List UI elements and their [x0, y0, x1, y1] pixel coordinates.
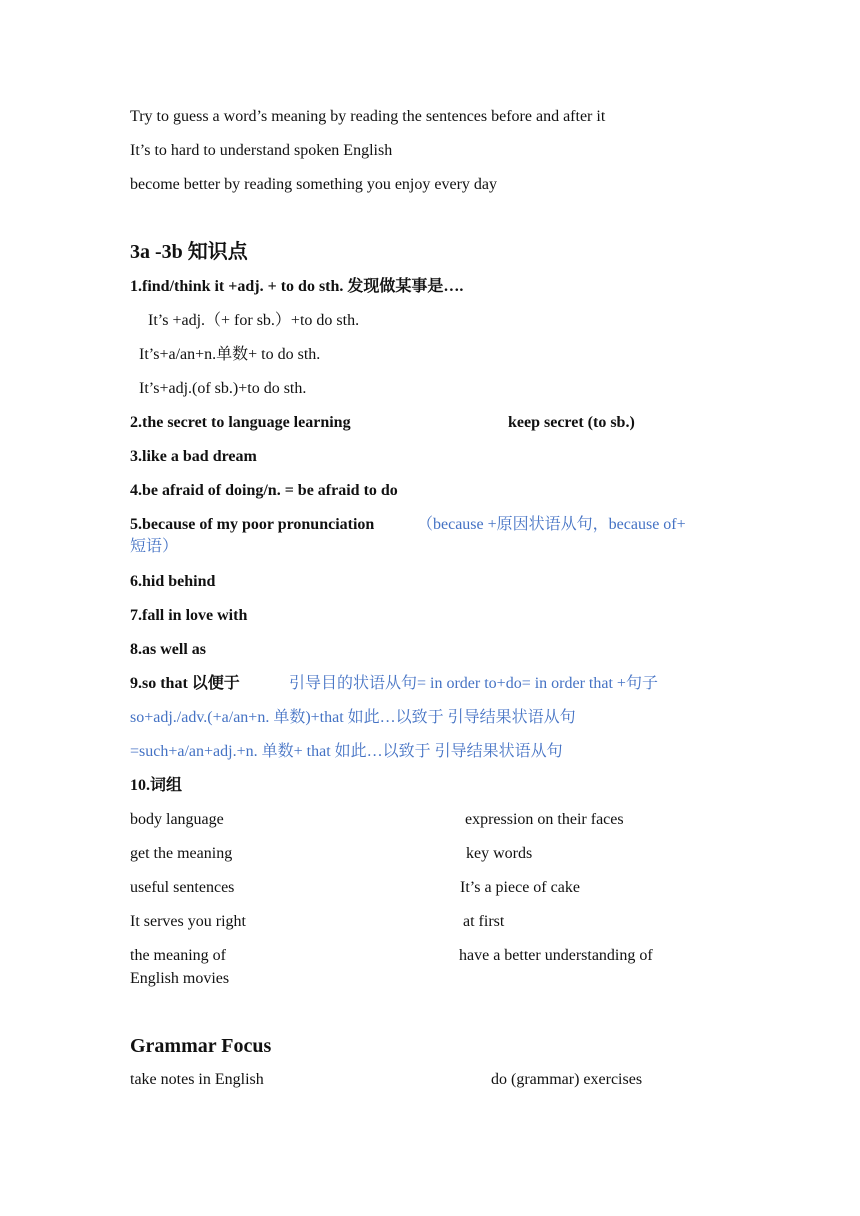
item-10-title: 10.词组	[130, 777, 183, 794]
phrase-left-4: It serves you right	[130, 913, 246, 930]
item-1-title: 1.find/think it +adj. + to do sth. 发现做某事是….	[130, 278, 464, 295]
item-1-sub-1: It’s +adj.（+ for sb.）+to do sth.	[148, 312, 360, 329]
item-9-title: 9.so that 以便于	[130, 675, 240, 692]
phrase-left-3: useful sentences	[130, 879, 235, 896]
intro-line-2: It’s to hard to understand spoken English	[130, 142, 393, 159]
item-5-title: 5.because of my poor pronunciation	[130, 516, 375, 533]
phrase-right-3: It’s a piece of cake	[460, 879, 580, 896]
phrase-left-5: the meaning of	[130, 947, 226, 964]
item-7: 7.fall in love with	[130, 607, 248, 624]
grammar-right: do (grammar) exercises	[491, 1071, 643, 1088]
item-2-right: keep secret (to sb.)	[508, 414, 635, 431]
section-heading-3a-3b: 3a -3b 知识点	[130, 241, 248, 263]
phrase-left-2: get the meaning	[130, 845, 233, 862]
intro-line-1: Try to guess a word’s meaning by reading the sentences before and after it	[130, 108, 606, 125]
phrase-left-1: body language	[130, 811, 224, 828]
item-9-note: 引导目的状语从句= in order to+do= in order that +句子	[289, 675, 658, 692]
item-3: 3.like a bad dream	[130, 448, 257, 465]
item-1-sub-3: It’s+adj.(of sb.)+to do sth.	[139, 380, 307, 397]
grammar-left: take notes in English	[130, 1071, 264, 1088]
phrase-right-5: have a better understanding of	[459, 947, 653, 964]
item-1-sub-2: It’s+a/an+n.单数+ to do sth.	[139, 346, 321, 363]
item-2-left: 2.the secret to language learning	[130, 414, 351, 431]
phrase-right-4: at first	[463, 913, 505, 930]
phrase-right-2: key words	[466, 845, 533, 862]
grammar-focus-heading: Grammar Focus	[130, 1035, 272, 1057]
phrase-extra: English movies	[130, 970, 230, 987]
item-5-note-line-2: 短语）	[130, 538, 179, 555]
intro-line-3: become better by reading something you enjoy every day	[130, 176, 497, 193]
item-4: 4.be afraid of doing/n. = be afraid to do	[130, 482, 398, 499]
item-8: 8.as well as	[130, 641, 206, 658]
item-5-note-line-1: （because +原因状语从句，because of+	[417, 516, 686, 533]
item-9-line-2: so+adj./adv.(+a/an+n. 单数)+that 如此…以致于 引导结果状语从句	[130, 709, 576, 726]
item-6: 6.hid behind	[130, 573, 216, 590]
item-9-line-3: =such+a/an+adj.+n. 单数+ that 如此…以致于 引导结果状语从句	[130, 743, 563, 760]
phrase-right-1: expression on their faces	[465, 811, 624, 828]
